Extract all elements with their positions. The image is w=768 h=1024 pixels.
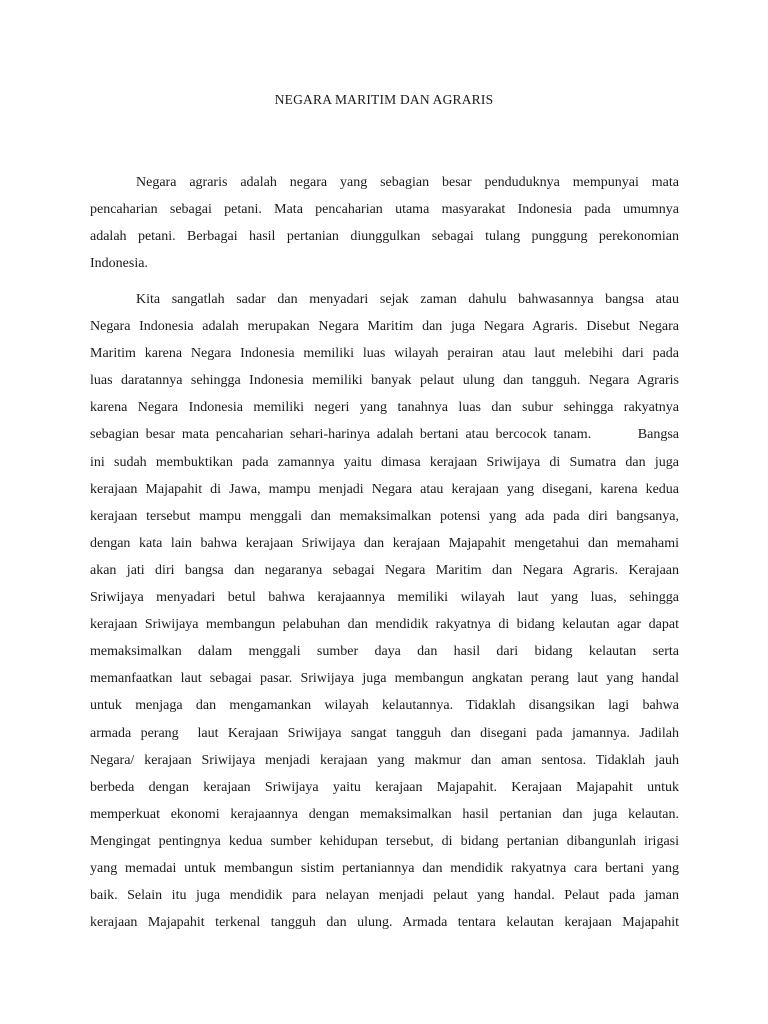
text-line: kerajaan Majapahit di Jawa, mampu menjadi Negara atau kerajaan yang disegani, karena kedua	[90, 481, 679, 497]
text-line: Mengingat pentingnya kedua sumber kehidupan tersebut, di bidang pertanian dibangunlah irigasi	[90, 833, 679, 849]
text-line: ini sudah membuktikan pada zamannya yaitu dimasa kerajaan Sriwijaya di Sumatra dan juga	[90, 454, 679, 470]
text-line: berbeda dengan kerajaan Sriwijaya yaitu kerajaan Majapahit. Kerajaan Majapahit untuk	[90, 779, 679, 795]
paragraph-2	[90, 291, 679, 941]
text-line: kerajaan Sriwijaya membangun pelabuhan dan mendidik rakyatnya di bidang kelautan agar dapat	[90, 617, 679, 633]
document-title: NEGARA MARITIM DAN AGRARIS	[274, 92, 494, 107]
text-line: akan jati diri bangsa dan negaranya sebagai Negara Maritim dan Negara Agraris. Kerajaan	[90, 562, 679, 578]
text-line: Negara Indonesia adalah merupakan Negara Maritim dan juga Negara Agraris. Disebut Negara	[90, 319, 679, 335]
text-line: luas daratannya sehingga Indonesia memiliki banyak pelaut ulung dan tangguh. Negara Agraris	[90, 373, 679, 389]
text-line: armada perang laut Kerajaan Sriwijaya sangat tangguh dan disegani pada jamannya. Jadilah	[90, 725, 679, 741]
text-line: untuk menjaga dan mengamankan wilayah kelautannya. Tidaklah disangsikan lagi bahwa	[90, 698, 679, 714]
text-line: Maritim karena Negara Indonesia memiliki luas wilayah perairan atau laut melebihi dari pada	[90, 346, 679, 362]
text-line: adalah petani. Berbagai hasil pertanian diunggulkan sebagai tulang punggung perekonomian	[90, 229, 679, 245]
paragraph-1	[90, 174, 679, 282]
text-line: kerajaan Majapahit terkenal tangguh dan ulung. Armada tentara kelautan kerajaan Majapahit	[90, 915, 679, 931]
text-line: Negara agraris adalah negara yang sebagian besar penduduknya mempunyai mata	[136, 175, 679, 190]
text-line: karena Negara Indonesia memiliki negeri yang tanahnya luas dan subur sehingga rakyatnya	[90, 400, 679, 416]
text-line: memanfaatkan laut sebagai pasar. Sriwijaya juga membangun angkatan perang laut yang handal	[90, 671, 679, 687]
text-line: memaksimalkan dalam menggali sumber daya dan hasil dari bidang kelautan serta	[90, 644, 679, 660]
text-line: yang memadai untuk membangun sistim pertaniannya dan mendidik rakyatnya cara bertani yang	[90, 860, 679, 876]
text-line: Sriwijaya menyadari betul bahwa kerajaannya memiliki wilayah laut yang luas, sehingga	[90, 590, 679, 606]
text-line: memperkuat ekonomi kerajaannya dengan memaksimalkan hasil pertanian dan juga kelautan.	[90, 806, 679, 822]
text-line: Indonesia.	[90, 256, 148, 272]
text-line: Kita sangatlah sadar dan menyadari sejak zaman dahulu bahwasannya bangsa atau	[136, 292, 679, 307]
text-line: pencaharian sebagai petani. Mata pencaharian utama masyarakat Indonesia pada umumnya	[90, 202, 679, 218]
text-line: Negara/ kerajaan Sriwijaya menjadi kerajaan yang makmur dan aman sentosa. Tidaklah jauh	[90, 752, 679, 768]
text-line: kerajaan tersebut mampu menggali dan memaksimalkan potensi yang ada pada diri bangsanya,	[90, 508, 679, 524]
text-line: baik. Selain itu juga mendidik para nelayan menjadi pelaut yang handal. Pelaut pada jaman	[90, 888, 679, 904]
text-line: dengan kata lain bahwa kerajaan Sriwijaya dan kerajaan Majapahit mengetahui dan memahami	[90, 535, 679, 551]
text-line: sebagian besar mata pencaharian sehari-harinya adalah bertani atau bercocok tanam. Bangsa	[90, 427, 679, 443]
